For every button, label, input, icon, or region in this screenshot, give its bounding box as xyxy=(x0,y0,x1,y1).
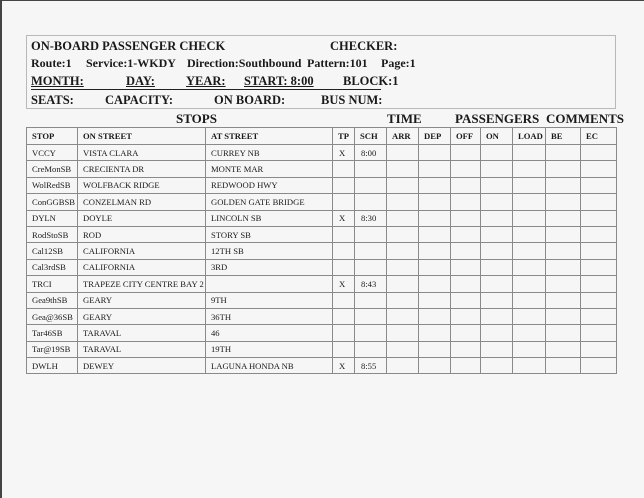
be-input-cell[interactable] xyxy=(546,161,581,177)
arr-input-cell[interactable] xyxy=(387,276,419,292)
off-input-cell[interactable] xyxy=(451,292,481,308)
tp-cell: X xyxy=(333,276,355,292)
off-input-cell[interactable] xyxy=(451,145,481,161)
load-input-cell[interactable] xyxy=(513,194,546,210)
bus-num-field[interactable]: BUS NUM: xyxy=(321,93,383,107)
stop-cell: Cal3rdSB xyxy=(27,259,78,275)
sch-cell: 8:00 xyxy=(355,145,387,161)
on-street-cell: VISTA CLARA xyxy=(78,145,206,161)
tp-cell xyxy=(333,161,355,177)
dep-input-cell[interactable] xyxy=(419,145,451,161)
section-stops: STOPS xyxy=(176,111,217,126)
table-row xyxy=(27,259,617,275)
tp-cell xyxy=(333,194,355,210)
table-row xyxy=(27,325,617,341)
dep-input-cell[interactable] xyxy=(419,210,451,226)
arr-input-cell[interactable] xyxy=(387,308,419,324)
tp-cell xyxy=(333,177,355,193)
ec-input-cell[interactable] xyxy=(581,292,617,308)
stop-cell: Gea9thSB xyxy=(27,292,78,308)
tp-cell xyxy=(333,259,355,275)
ec-input-cell[interactable] xyxy=(581,210,617,226)
stop-cell: ConGGBSB xyxy=(27,194,78,210)
table-row xyxy=(27,210,617,226)
on-street-cell: TRAPEZE CITY CENTRE BAY 2 xyxy=(78,276,206,292)
col-on-street: ON STREET xyxy=(78,128,206,145)
on-input-cell[interactable] xyxy=(481,145,513,161)
load-input-cell[interactable] xyxy=(513,358,546,374)
be-input-cell[interactable] xyxy=(546,358,581,374)
form-title: ON-BOARD PASSENGER CHECK xyxy=(31,39,226,53)
section-comments: COMMENTS xyxy=(546,111,624,126)
tp-cell xyxy=(333,341,355,357)
table-header-row xyxy=(27,128,617,145)
tp-cell xyxy=(333,325,355,341)
tp-cell xyxy=(333,226,355,242)
on-street-cell: CALIFORNIA xyxy=(78,259,206,275)
ec-input-cell[interactable] xyxy=(581,226,617,242)
table-row xyxy=(27,292,617,308)
date-underline xyxy=(31,89,381,90)
table-row xyxy=(27,308,617,324)
off-input-cell[interactable] xyxy=(451,341,481,357)
dep-input-cell[interactable] xyxy=(419,177,451,193)
on-input-cell[interactable] xyxy=(481,341,513,357)
on-street-cell: TARAVAL xyxy=(78,325,206,341)
be-input-cell[interactable] xyxy=(546,292,581,308)
col-arr: ARR xyxy=(387,128,419,145)
col-stop: STOP xyxy=(27,128,78,145)
col-tp: TP xyxy=(333,128,355,145)
stop-cell: DWLH xyxy=(27,358,78,374)
tp-cell: X xyxy=(333,358,355,374)
ec-input-cell[interactable] xyxy=(581,341,617,357)
off-input-cell[interactable] xyxy=(451,243,481,259)
table-row xyxy=(27,276,617,292)
arr-input-cell[interactable] xyxy=(387,325,419,341)
be-input-cell[interactable] xyxy=(546,210,581,226)
off-input-cell[interactable] xyxy=(451,308,481,324)
be-input-cell[interactable] xyxy=(546,276,581,292)
on-street-cell: DOYLE xyxy=(78,210,206,226)
stop-cell: RodStoSB xyxy=(27,226,78,242)
arr-input-cell[interactable] xyxy=(387,292,419,308)
block-value: BLOCK:1 xyxy=(343,74,399,88)
off-input-cell[interactable] xyxy=(451,276,481,292)
stop-cell: WolRedSB xyxy=(27,177,78,193)
sch-cell xyxy=(355,292,387,308)
dep-input-cell[interactable] xyxy=(419,292,451,308)
load-input-cell[interactable] xyxy=(513,308,546,324)
arr-input-cell[interactable] xyxy=(387,194,419,210)
dep-input-cell[interactable] xyxy=(419,243,451,259)
at-street-cell: 19TH xyxy=(206,341,333,357)
col-be: BE xyxy=(546,128,581,145)
dep-input-cell[interactable] xyxy=(419,276,451,292)
load-input-cell[interactable] xyxy=(513,177,546,193)
sch-cell xyxy=(355,308,387,324)
stop-cell: Gea@36SB xyxy=(27,308,78,324)
table-row xyxy=(27,358,617,374)
ec-input-cell[interactable] xyxy=(581,177,617,193)
on-input-cell[interactable] xyxy=(481,276,513,292)
sch-cell: 8:30 xyxy=(355,210,387,226)
at-street-cell: STORY SB xyxy=(206,226,333,242)
ec-input-cell[interactable] xyxy=(581,325,617,341)
ec-input-cell[interactable] xyxy=(581,259,617,275)
arr-input-cell[interactable] xyxy=(387,259,419,275)
at-street-cell xyxy=(206,276,333,292)
on-street-cell: WOLFBACK RIDGE xyxy=(78,177,206,193)
col-sch: SCH xyxy=(355,128,387,145)
be-input-cell[interactable] xyxy=(546,325,581,341)
at-street-cell: GOLDEN GATE BRIDGE xyxy=(206,194,333,210)
arr-input-cell[interactable] xyxy=(387,145,419,161)
arr-input-cell[interactable] xyxy=(387,358,419,374)
on-street-cell: TARAVAL xyxy=(78,341,206,357)
table-row xyxy=(27,177,617,193)
on-input-cell[interactable] xyxy=(481,210,513,226)
off-input-cell[interactable] xyxy=(451,161,481,177)
be-input-cell[interactable] xyxy=(546,259,581,275)
dep-input-cell[interactable] xyxy=(419,325,451,341)
section-passengers: PASSENGERS xyxy=(455,111,540,126)
sch-cell xyxy=(355,226,387,242)
load-input-cell[interactable] xyxy=(513,210,546,226)
arr-input-cell[interactable] xyxy=(387,226,419,242)
day-field[interactable]: DAY: xyxy=(126,74,155,88)
col-load: LOAD xyxy=(513,128,546,145)
stop-cell: Tar@19SB xyxy=(27,341,78,357)
table-row xyxy=(27,341,617,357)
tp-cell xyxy=(333,292,355,308)
at-street-cell: CURREY NB xyxy=(206,145,333,161)
service-value: Service:1-WKDY xyxy=(86,56,176,70)
page-value: Page:1 xyxy=(381,56,416,70)
ec-input-cell[interactable] xyxy=(581,276,617,292)
load-input-cell[interactable] xyxy=(513,259,546,275)
sch-cell xyxy=(355,243,387,259)
load-input-cell[interactable] xyxy=(513,226,546,242)
load-input-cell[interactable] xyxy=(513,341,546,357)
on-input-cell[interactable] xyxy=(481,161,513,177)
be-input-cell[interactable] xyxy=(546,243,581,259)
tp-cell: X xyxy=(333,145,355,161)
at-street-cell: 12TH SB xyxy=(206,243,333,259)
pattern-value: Pattern:101 xyxy=(307,56,368,70)
ec-input-cell[interactable] xyxy=(581,358,617,374)
on-board-field[interactable]: ON BOARD: xyxy=(214,93,286,107)
table-row xyxy=(27,161,617,177)
off-input-cell[interactable] xyxy=(451,194,481,210)
stop-cell: CreMonSB xyxy=(27,161,78,177)
be-input-cell[interactable] xyxy=(546,226,581,242)
dep-input-cell[interactable] xyxy=(419,259,451,275)
start-value: START: 8:00 xyxy=(244,74,314,88)
on-street-cell: CRECIENTA DR xyxy=(78,161,206,177)
stops-table xyxy=(26,127,617,374)
dep-input-cell[interactable] xyxy=(419,226,451,242)
capacity-field[interactable]: CAPACITY: xyxy=(105,93,174,107)
sch-cell xyxy=(355,177,387,193)
load-input-cell[interactable] xyxy=(513,292,546,308)
be-input-cell[interactable] xyxy=(546,145,581,161)
on-street-cell: DEWEY xyxy=(78,358,206,374)
tp-cell: X xyxy=(333,210,355,226)
seats-field[interactable]: SEATS: xyxy=(31,93,74,107)
ec-input-cell[interactable] xyxy=(581,161,617,177)
checker-field[interactable]: CHECKER: xyxy=(330,39,398,53)
on-input-cell[interactable] xyxy=(481,292,513,308)
load-input-cell[interactable] xyxy=(513,145,546,161)
on-street-cell: GEARY xyxy=(78,308,206,324)
at-street-cell: MONTE MAR xyxy=(206,161,333,177)
arr-input-cell[interactable] xyxy=(387,161,419,177)
arr-input-cell[interactable] xyxy=(387,210,419,226)
table-row xyxy=(27,243,617,259)
at-street-cell: 3RD xyxy=(206,259,333,275)
dep-input-cell[interactable] xyxy=(419,341,451,357)
off-input-cell[interactable] xyxy=(451,259,481,275)
on-street-cell: GEARY xyxy=(78,292,206,308)
col-on: ON xyxy=(481,128,513,145)
form-header xyxy=(26,35,616,109)
sch-cell: 8:55 xyxy=(355,358,387,374)
year-field[interactable]: YEAR: xyxy=(186,74,226,88)
sch-cell xyxy=(355,194,387,210)
tp-cell xyxy=(333,308,355,324)
load-input-cell[interactable] xyxy=(513,276,546,292)
on-input-cell[interactable] xyxy=(481,243,513,259)
col-at-street: AT STREET xyxy=(206,128,333,145)
stop-cell: DYLN xyxy=(27,210,78,226)
ec-input-cell[interactable] xyxy=(581,194,617,210)
at-street-cell: 46 xyxy=(206,325,333,341)
col-dep: DEP xyxy=(419,128,451,145)
sch-cell xyxy=(355,259,387,275)
on-street-cell: CALIFORNIA xyxy=(78,243,206,259)
table-row xyxy=(27,145,617,161)
off-input-cell[interactable] xyxy=(451,226,481,242)
sch-cell xyxy=(355,325,387,341)
table-row xyxy=(27,226,617,242)
dep-input-cell[interactable] xyxy=(419,308,451,324)
section-time: TIME xyxy=(387,111,422,126)
be-input-cell[interactable] xyxy=(546,341,581,357)
be-input-cell[interactable] xyxy=(546,308,581,324)
col-ec: EC xyxy=(581,128,617,145)
off-input-cell[interactable] xyxy=(451,325,481,341)
direction-value: Direction:Southbound xyxy=(187,56,302,70)
on-input-cell[interactable] xyxy=(481,325,513,341)
ec-input-cell[interactable] xyxy=(581,308,617,324)
arr-input-cell[interactable] xyxy=(387,243,419,259)
sch-cell xyxy=(355,341,387,357)
route-value: Route:1 xyxy=(31,56,72,70)
on-input-cell[interactable] xyxy=(481,194,513,210)
off-input-cell[interactable] xyxy=(451,177,481,193)
be-input-cell[interactable] xyxy=(546,194,581,210)
off-input-cell[interactable] xyxy=(451,358,481,374)
at-street-cell: LINCOLN SB xyxy=(206,210,333,226)
on-input-cell[interactable] xyxy=(481,308,513,324)
ec-input-cell[interactable] xyxy=(581,145,617,161)
load-input-cell[interactable] xyxy=(513,161,546,177)
load-input-cell[interactable] xyxy=(513,325,546,341)
dep-input-cell[interactable] xyxy=(419,161,451,177)
ec-input-cell[interactable] xyxy=(581,243,617,259)
on-input-cell[interactable] xyxy=(481,226,513,242)
arr-input-cell[interactable] xyxy=(387,341,419,357)
arr-input-cell[interactable] xyxy=(387,177,419,193)
table-row xyxy=(27,194,617,210)
on-input-cell[interactable] xyxy=(481,177,513,193)
at-street-cell: LAGUNA HONDA NB xyxy=(206,358,333,374)
tp-cell xyxy=(333,243,355,259)
stop-cell: Cal12SB xyxy=(27,243,78,259)
col-off: OFF xyxy=(451,128,481,145)
load-input-cell[interactable] xyxy=(513,243,546,259)
on-street-cell: ROD xyxy=(78,226,206,242)
stop-cell: TRCI xyxy=(27,276,78,292)
stops-table-body xyxy=(27,145,617,374)
off-input-cell[interactable] xyxy=(451,210,481,226)
stop-cell: VCCY xyxy=(27,145,78,161)
on-street-cell: CONZELMAN RD xyxy=(78,194,206,210)
at-street-cell: 36TH xyxy=(206,308,333,324)
month-field[interactable]: MONTH: xyxy=(31,74,84,88)
dep-input-cell[interactable] xyxy=(419,358,451,374)
on-input-cell[interactable] xyxy=(481,259,513,275)
dep-input-cell[interactable] xyxy=(419,194,451,210)
sch-cell: 8:43 xyxy=(355,276,387,292)
on-input-cell[interactable] xyxy=(481,358,513,374)
sch-cell xyxy=(355,161,387,177)
at-street-cell: 9TH xyxy=(206,292,333,308)
at-street-cell: REDWOOD HWY xyxy=(206,177,333,193)
stop-cell: Tar46SB xyxy=(27,325,78,341)
be-input-cell[interactable] xyxy=(546,177,581,193)
